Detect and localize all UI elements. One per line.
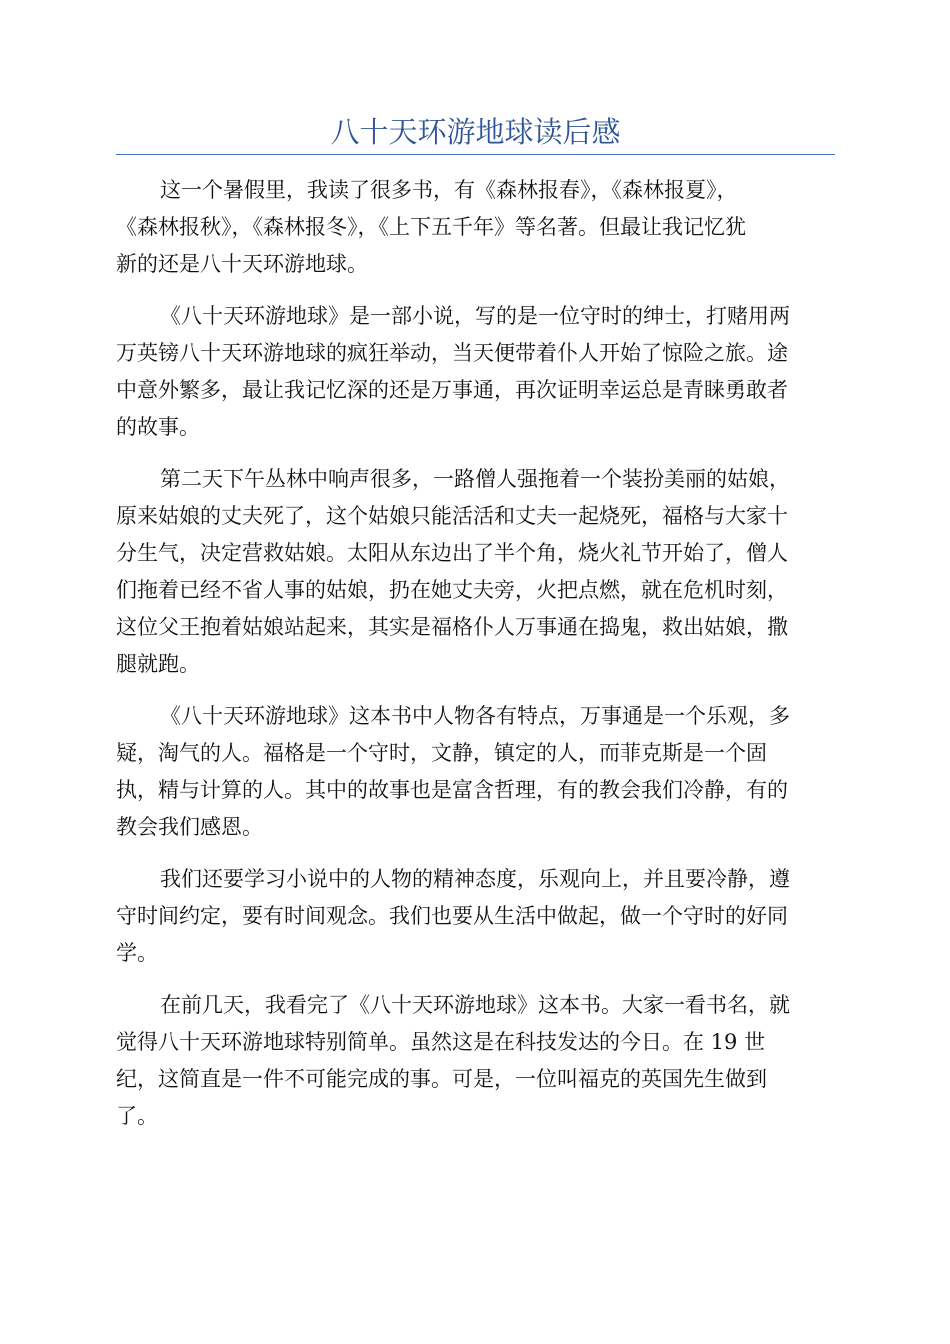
- paragraph-line: 腿就跑。: [116, 652, 200, 676]
- paragraph-line: 纪，这简直是一件不可能完成的事。可是，一位叫福克的英国先生做到: [116, 1067, 767, 1091]
- paragraph-line: 分生气，决定营救姑娘。太阳从东边出了半个角，烧火礼节开始了，僧人: [116, 541, 788, 565]
- paragraph-line: 教会我们感恩。: [116, 815, 263, 839]
- paragraph: [116, 461, 835, 683]
- paragraph: [116, 298, 835, 446]
- paragraph: [116, 172, 835, 283]
- paragraph: [116, 987, 835, 1135]
- paragraph-line: 这一个暑假里，我读了很多书，有《森林报春》，《森林报夏》，: [160, 178, 738, 202]
- paragraph-line: 原来姑娘的丈夫死了，这个姑娘只能活活和丈夫一起烧死，福格与大家十: [116, 504, 788, 528]
- paragraph-line: 了。: [116, 1104, 158, 1128]
- title-underline: [116, 154, 835, 155]
- paragraph-line: 这位父王抱着姑娘站起来，其实是福格仆人万事通在捣鬼，救出姑娘，撒: [116, 615, 788, 639]
- paragraph: [116, 861, 835, 972]
- paragraph-line: 《八十天环游地球》是一部小说，写的是一位守时的绅士，打赌用两: [160, 304, 790, 328]
- paragraph-line: 《八十天环游地球》这本书中人物各有特点，万事通是一个乐观，多: [160, 704, 790, 728]
- paragraph-line: 守时间约定，要有时间观念。我们也要从生活中做起，做一个守时的好同: [116, 904, 788, 928]
- document-body: [116, 172, 835, 1150]
- paragraph-line: 《森林报秋》，《森林报冬》，《上下五千年》等名著。但最让我记忆犹: [116, 215, 746, 239]
- paragraph-line: 新的还是八十天环游地球。: [116, 252, 368, 276]
- paragraph-line: 学。: [116, 941, 158, 965]
- document-title: 八十天环游地球读后感: [330, 115, 621, 149]
- paragraph-line: 执，精与计算的人。其中的故事也是富含哲理，有的教会我们冷静，有的: [116, 778, 788, 802]
- paragraph-line: 疑，淘气的人。福格是一个守时，文静，镇定的人，而菲克斯是一个固: [116, 741, 767, 765]
- paragraph-line: 们拖着已经不省人事的姑娘，扔在她丈夫旁，火把点燃，就在危机时刻，: [116, 578, 788, 602]
- paragraph-line: 万英镑八十天环游地球的疯狂举动，当天便带着仆人开始了惊险之旅。途: [116, 341, 788, 365]
- paragraph-line: 的故事。: [116, 415, 200, 439]
- paragraph-line: 中意外繁多，最让我记忆深的还是万事通，再次证明幸运总是青睐勇敢者: [116, 378, 788, 402]
- paragraph-line: 第二天下午丛林中响声很多，一路僧人强拖着一个装扮美丽的姑娘，: [160, 467, 790, 491]
- paragraph: [116, 698, 835, 846]
- paragraph-line: 觉得八十天环游地球特别简单。虽然这是在科技发达的今日。在 19 世: [116, 1030, 766, 1054]
- paragraph-line: 在前几天，我看完了《八十天环游地球》这本书。大家一看书名，就: [160, 993, 790, 1017]
- paragraph-line: 我们还要学习小说中的人物的精神态度，乐观向上，并且要冷静，遵: [160, 867, 790, 891]
